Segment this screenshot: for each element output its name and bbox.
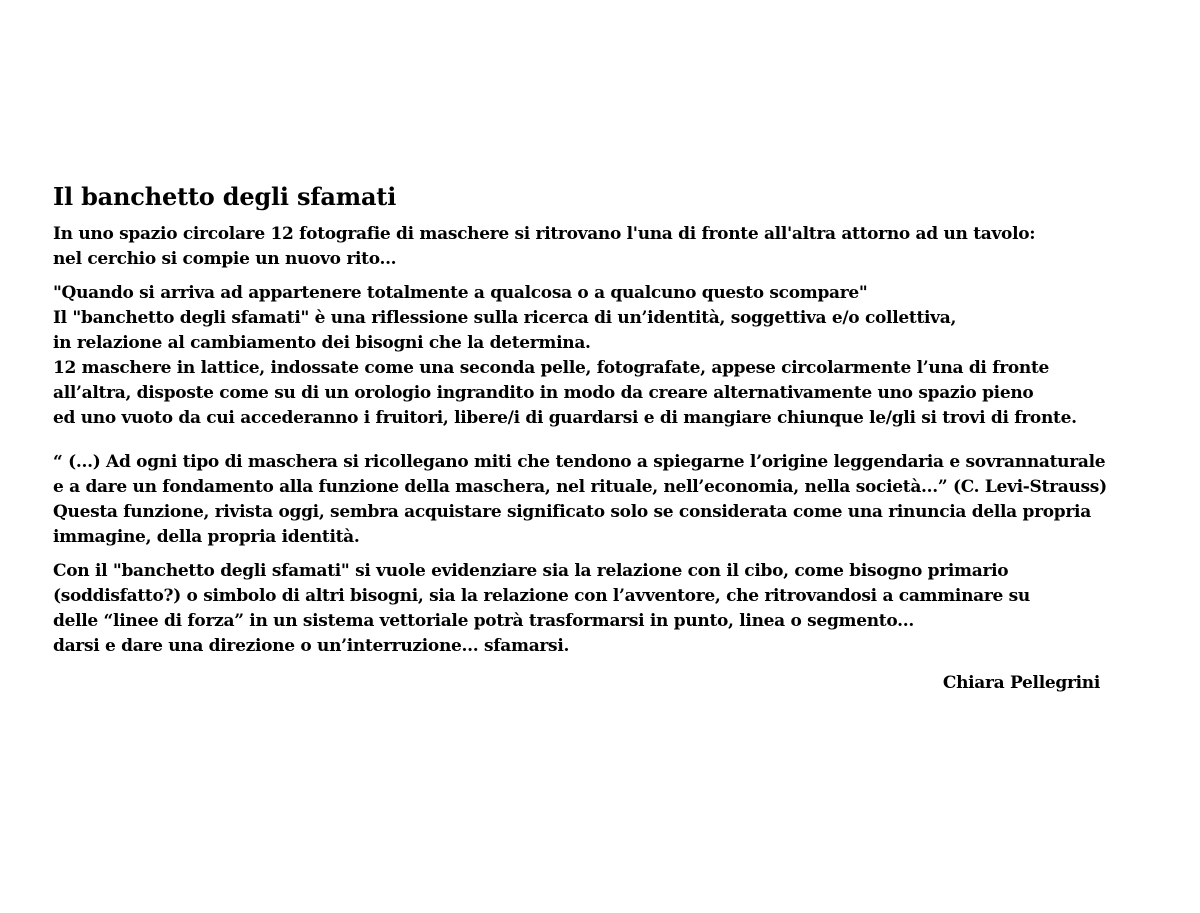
text-line: (soddisfatto?) o simbolo di altri bisogni, sia la relazione con l’avventore, che ritrovandosi a camminare su bbox=[53, 586, 1030, 606]
text-line: Questa funzione, rivista oggi, sembra acquistare significato solo se considerata come una rinuncia della propria bbox=[53, 502, 1091, 522]
text-line: immagine, della propria identità. bbox=[53, 527, 360, 547]
text-line: In uno spazio circolare 12 fotografie di maschere si ritrovano l'una di fronte all'altra attorno ad un tavolo: bbox=[53, 224, 1036, 244]
text-line: e a dare un fondamento alla funzione della maschera, nel rituale, nell’economia, nella società...” (C. Levi-Strauss) bbox=[53, 477, 1107, 497]
text-line: 12 maschere in lattice, indossate come una seconda pelle, fotografate, appese circolarmente l’una di fronte bbox=[53, 358, 1050, 378]
text-line: darsi e dare una direzione o un’interruzione... sfamarsi. bbox=[53, 636, 570, 656]
paragraph-conclusion bbox=[53, 559, 1155, 659]
text-line: nel cerchio si compie un nuovo rito... bbox=[53, 249, 397, 269]
text-line: all’altra, disposte come su di un orologio ingrandito in modo da creare alternativamente uno spazio pieno bbox=[53, 383, 1034, 403]
text-line: ed uno vuoto da cui accederanno i fruitori, libere/i di guardarsi e di mangiare chiunque le/gli si trovi di fronte. bbox=[53, 408, 1077, 428]
text-line: delle “linee di forza” in un sistema vettoriale potrà trasformarsi in punto, linea o segmento... bbox=[53, 611, 914, 631]
text-line: Il "banchetto degli sfamati" è una riflessione sulla ricerca di un’identità, soggettiva e/o collettiva, bbox=[53, 308, 957, 328]
text-line: in relazione al cambiamento dei bisogni che la determina. bbox=[53, 333, 591, 353]
page-title: Il banchetto degli sfamati bbox=[53, 182, 397, 211]
text-line: "Quando si arriva ad appartenere totalmente a qualcosa o a qualcuno questo scompare" bbox=[53, 283, 868, 303]
text-line: “ (...) Ad ogni tipo di maschera si ricollegano miti che tendono a spiegarne l’origine leggendaria e sovrannaturale bbox=[53, 452, 1106, 472]
paragraph-levi-strauss bbox=[53, 450, 1155, 550]
paragraph-intro bbox=[53, 222, 1155, 272]
paragraph-quote-reflection bbox=[53, 281, 1155, 431]
author-signature: Chiara Pellegrini bbox=[942, 673, 1100, 693]
text-line: Con il "banchetto degli sfamati" si vuole evidenziare sia la relazione con il cibo, come bisogno primario bbox=[53, 561, 1009, 581]
